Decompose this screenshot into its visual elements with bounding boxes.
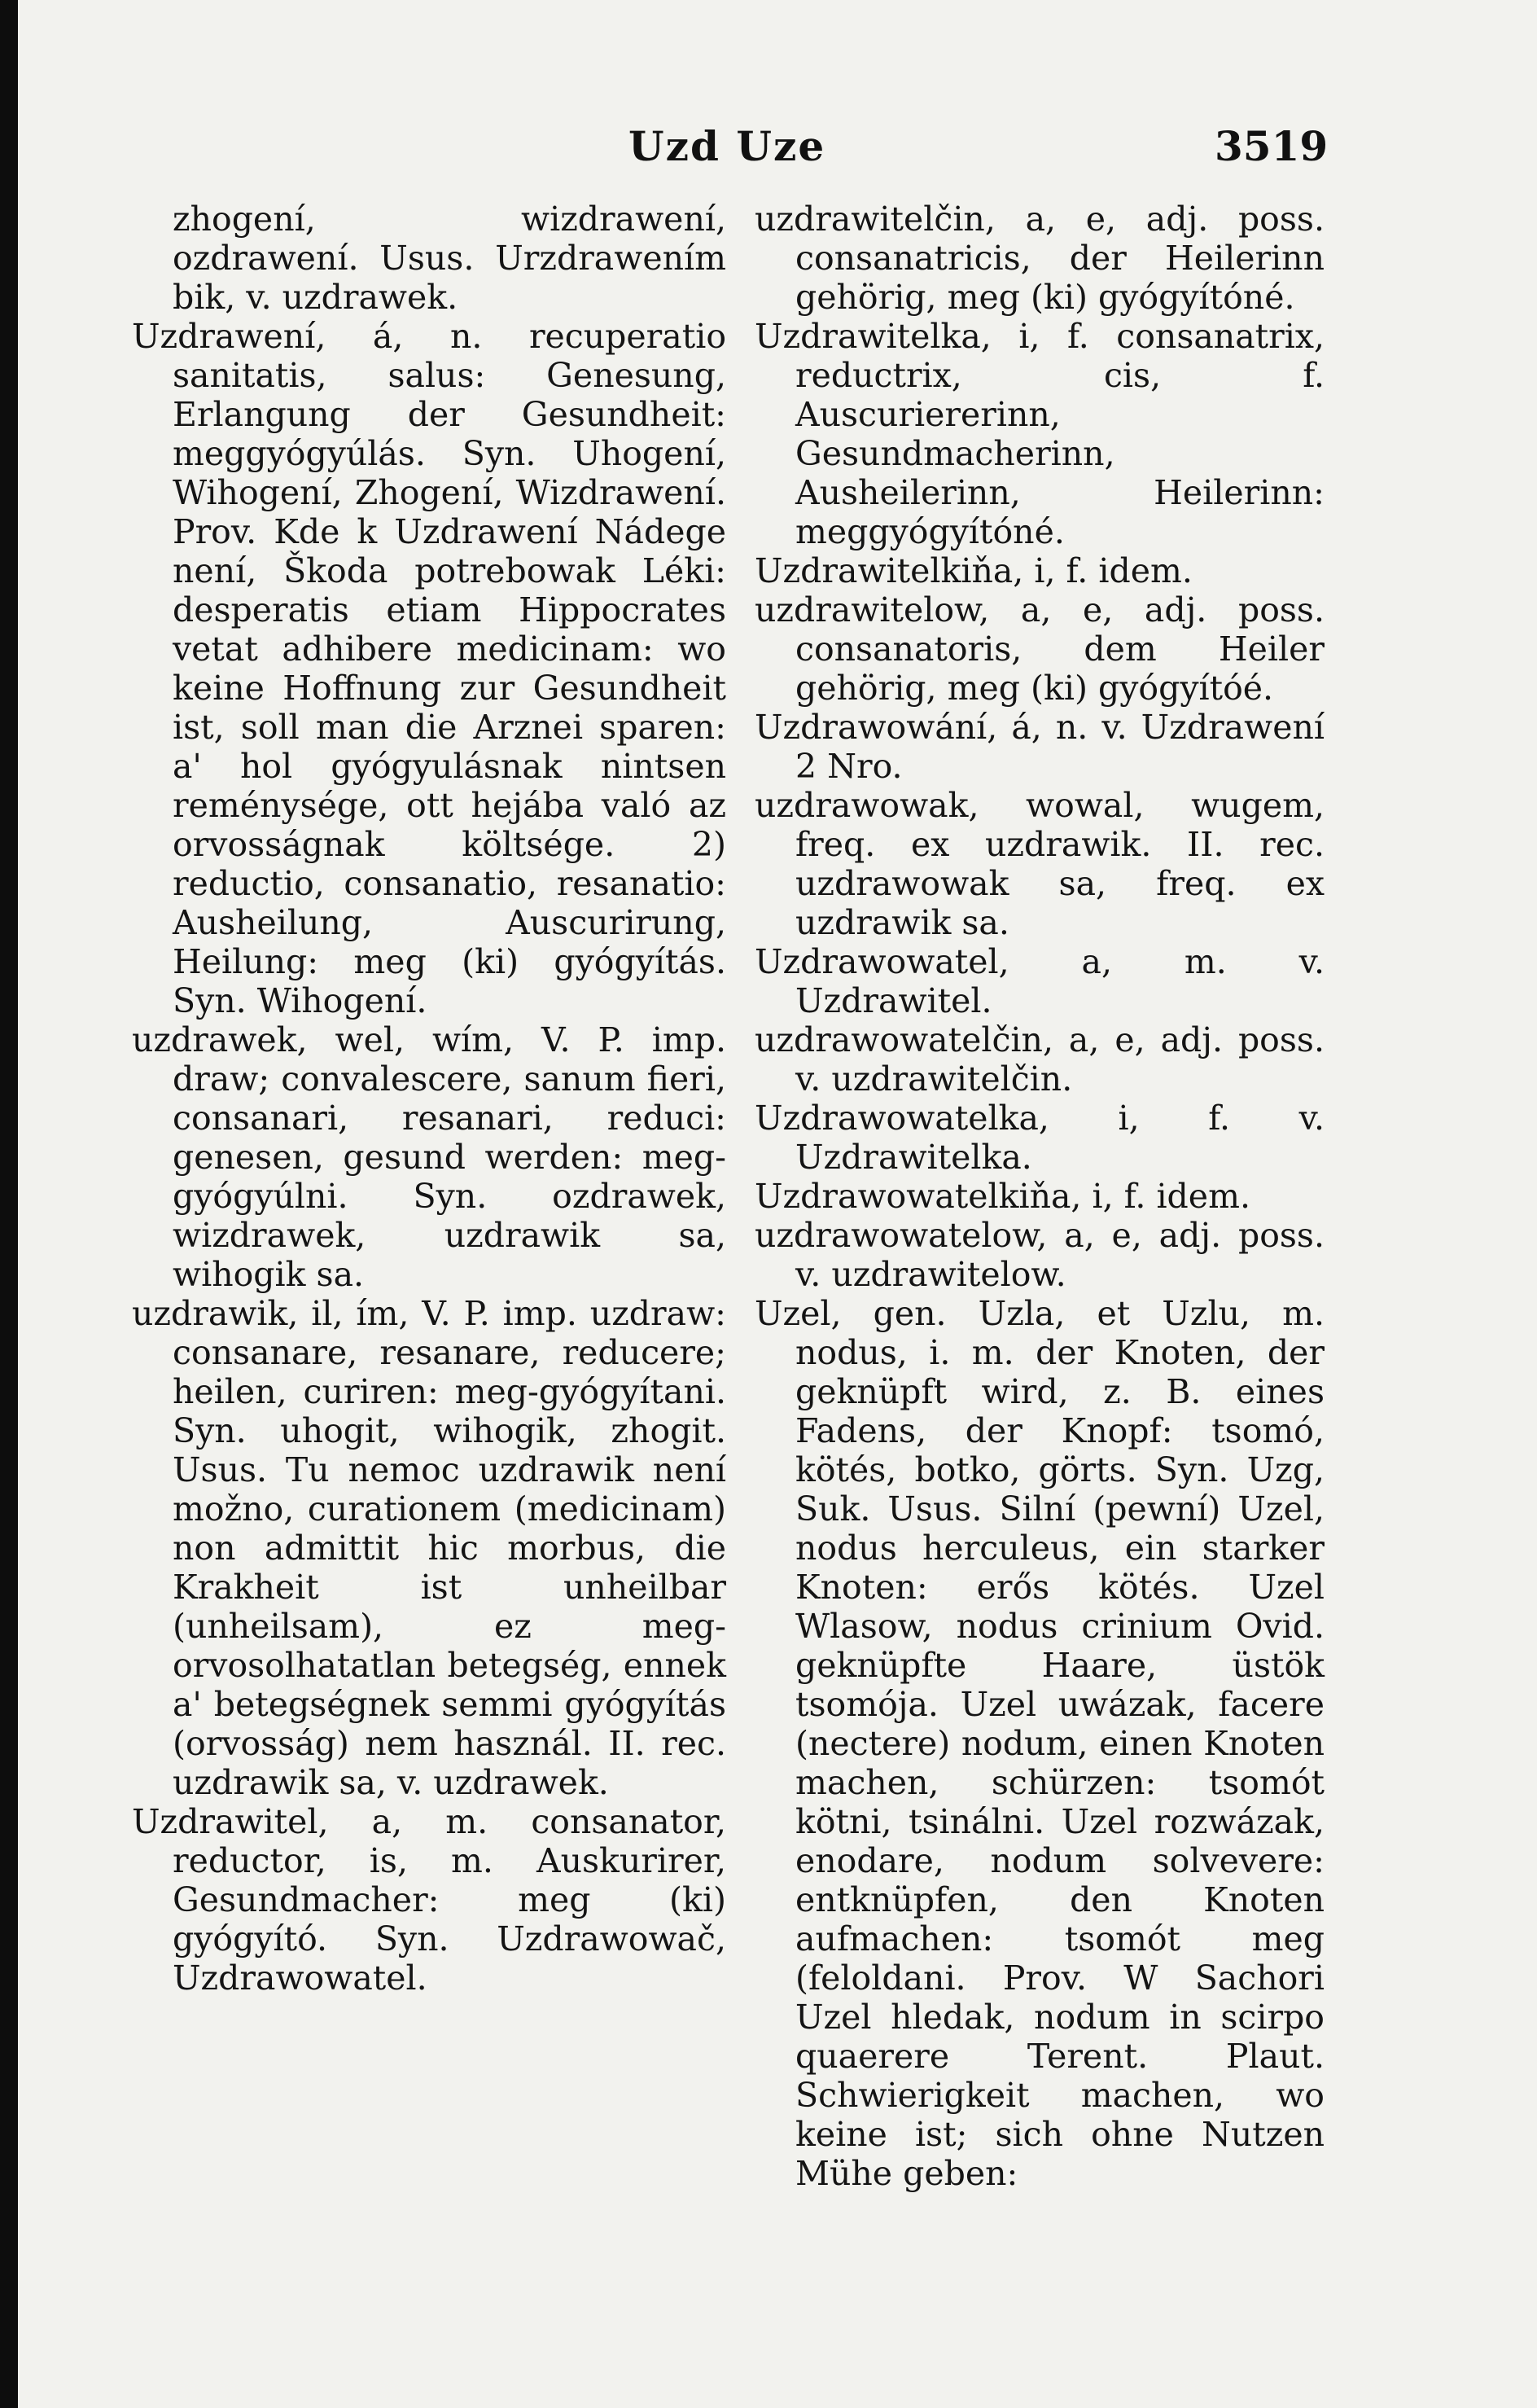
left-column bbox=[132, 200, 726, 1998]
dictionary-entry: uzdrawitelow, a, e, adj. poss. consanatoris, dem Heiler gehörig, meg (ki) gyógyítóé. bbox=[755, 590, 1325, 708]
dictionary-entry: Uzdrawení, á, n. recuperatio sanitatis, salus: Genesung, Erlangung der Gesundheit: meggyógyúlás. Syn. Uhogení, Wihogení, Zhogení, Wizdrawení. Prov. Kde k Uzdrawení Nádege není, Škoda potrebowak Léki: desperatis etiam Hippocrates vetat adhibere medicinam: wo keine Hoffnung zur Gesundheit ist, soll man die Arznei sparen: a' hol gyógyulásnak nintsen reménysége, ott hejába való az orvosságnak költsége. 2) reductio, consanatio, resanatio: Ausheilung, Auscurirung, Heilung: meg (ki) gyógyítás. Syn. Wihogení. bbox=[132, 317, 726, 1020]
dictionary-entry: Uzdrawitelkiňa, i, f. idem. bbox=[755, 551, 1193, 590]
scan-left-edge bbox=[0, 0, 18, 2408]
dictionary-entry: uzdrawowatelčin, a, e, adj. poss. v. uzdrawitelčin. bbox=[755, 1020, 1325, 1099]
dictionary-entry: uzdrawowatelow, a, e, adj. poss. v. uzdrawitelow. bbox=[755, 1216, 1325, 1294]
dictionary-entry: Uzdrawitelka, i, f. consanatrix, reductrix, cis, f. Auscuriererinn, Gesundmacherinn, Ausheilerinn, Heilerinn: meggyógyítóné. bbox=[755, 317, 1325, 551]
dictionary-entry: zhogení, wizdrawení, ozdrawení. Usus. Urzdrawením bik, v. uzdrawek. bbox=[173, 200, 726, 317]
dictionary-entry: uzdrawek, wel, wím, V. P. imp. draw; convalescere, sanum fieri, consanari, resanari, reduci: genesen, gesund werden: meg-gyógyúlni. Syn. ozdrawek, wizdrawek, uzdrawik sa, wihogik sa. bbox=[132, 1020, 726, 1294]
dictionary-entry: Uzdrawowání, á, n. v. Uzdrawení 2 Nro. bbox=[755, 708, 1325, 786]
dictionary-entry: Uzdrawowatelka, i, f. v. Uzdrawitelka. bbox=[755, 1099, 1325, 1177]
dictionary-entry: uzdrawowak, wowal, wugem, freq. ex uzdrawik. II. rec. uzdrawowak sa, freq. ex uzdrawik sa. bbox=[755, 786, 1325, 942]
right-column bbox=[755, 200, 1325, 2193]
dictionary-entry: Uzdrawowatelkiňa, i, f. idem. bbox=[755, 1177, 1250, 1216]
guide-words: Uzd Uze bbox=[628, 122, 826, 170]
dictionary-entry: uzdrawitelčin, a, e, adj. poss. consanatricis, der Heilerinn gehörig, meg (ki) gyógyítóné. bbox=[755, 200, 1325, 317]
dictionary-entry: Uzdrawowatel, a, m. v. Uzdrawitel. bbox=[755, 942, 1325, 1020]
dictionary-entry: uzdrawik, il, ím, V. P. imp. uzdraw: consanare, resanare, reducere; heilen, curiren: meg-gyógyítani. Syn. uhogit, wihogik, zhogit. Usus. Tu nemoc uzdrawik není možno, curationem (medicinam) non admittit hic morbus, die Krakheit ist unheilbar (unheilsam), ez meg-orvosolhatatlan betegség, ennek a' betegségnek semmi gyógyítás (orvosság) nem használ. II. rec. uzdrawik sa, v. uzdrawek. bbox=[132, 1294, 726, 1802]
dictionary-entry: Uzdrawitel, a, m. consanator, reductor, is, m. Auskurirer, Gesundmacher: meg (ki) gyógyító. Syn. Uzdrawowač, Uzdrawowatel. bbox=[132, 1802, 726, 1998]
dictionary-page bbox=[18, 0, 1537, 2408]
dictionary-entry: Uzel, gen. Uzla, et Uzlu, m. nodus, i. m. der Knoten, der geknüpft wird, z. B. eines Fadens, der Knopf: tsomó, kötés, botko, görts. Syn. Uzg, Suk. Usus. Silní (pewní) Uzel, nodus herculeus, ein starker Knoten: erős kötés. Uzel Wlasow, nodus crinium Ovid. geknüpfte Haare, üstök tsomója. Uzel uwázak, facere (nectere) nodum, einen Knoten machen, schürzen: tsomót kötni, tsinálni. Uzel rozwázak, enodare, nodum solvevere: entknüpfen, den Knoten aufmachen: tsomót meg (feloldani. Prov. W Sachori Uzel hledak, nodum in scirpo quaerere Terent. Plaut. Schwierigkeit machen, wo keine ist; sich ohne Nutzen Mühe geben: bbox=[755, 1294, 1325, 2193]
page-number: 3519 bbox=[1215, 122, 1329, 170]
